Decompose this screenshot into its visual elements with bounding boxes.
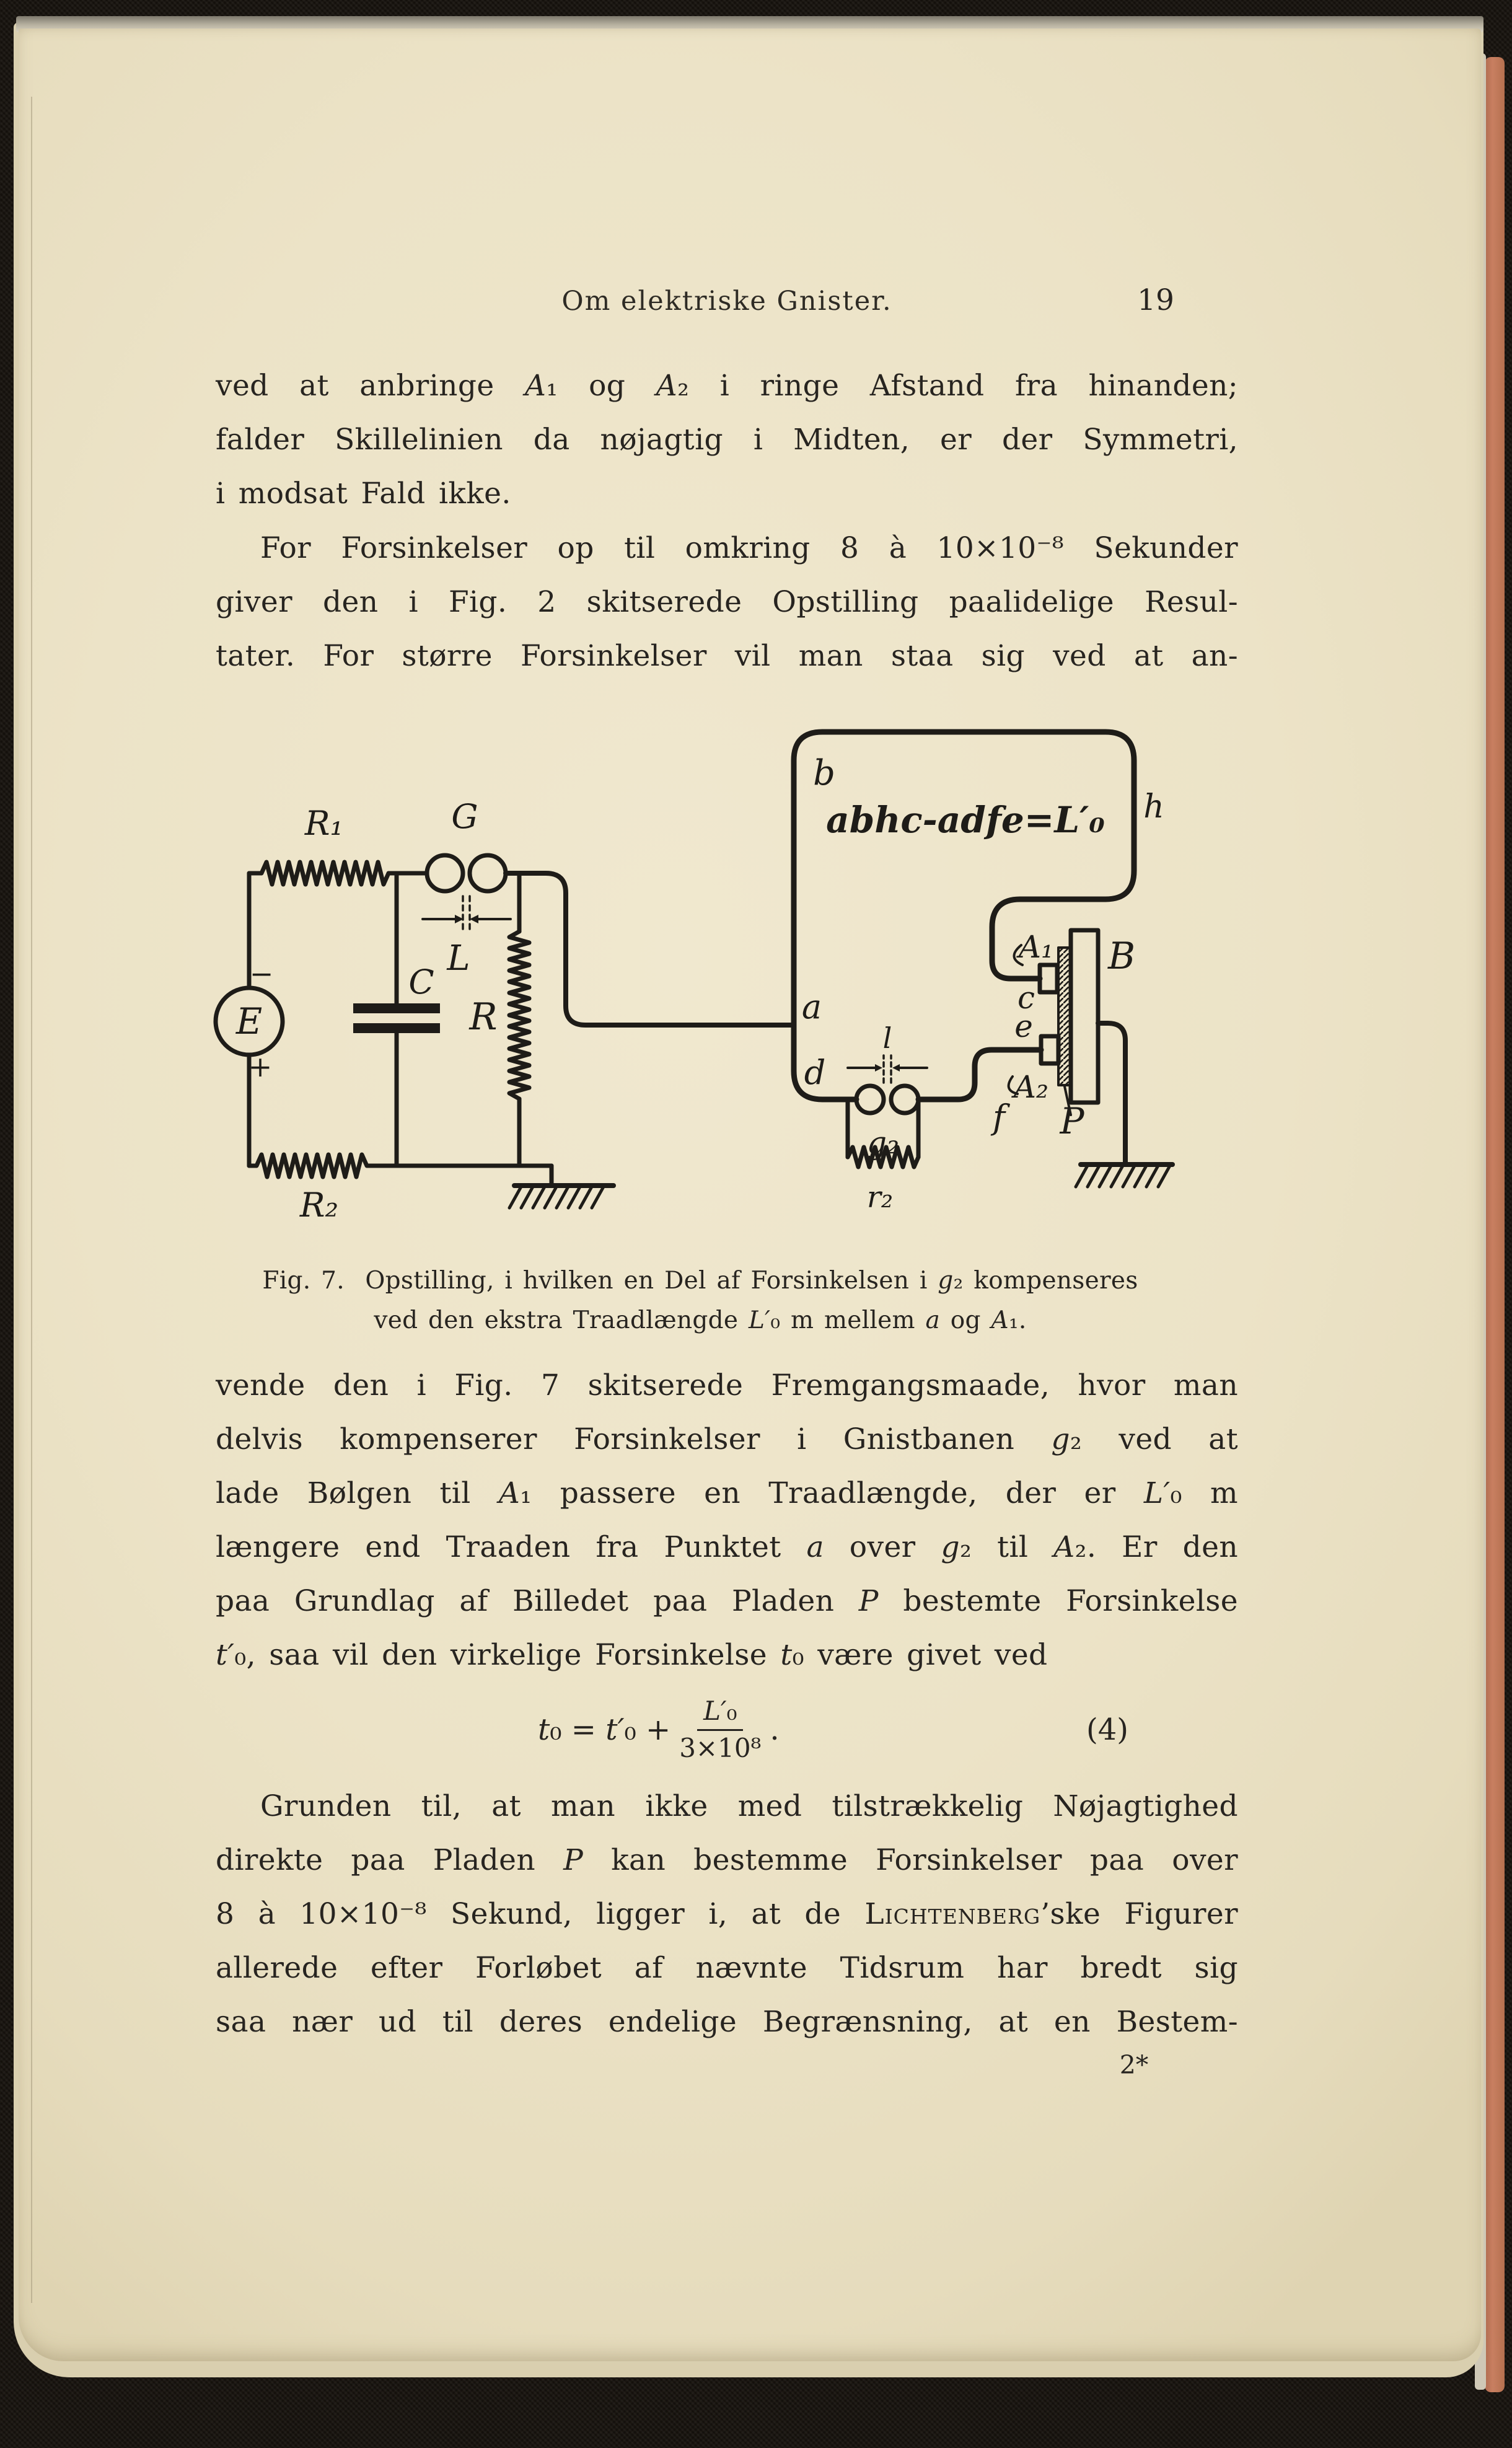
- gap-width-dashes: [463, 896, 470, 930]
- figure-label-R: R: [469, 995, 498, 1039]
- text-line: Grunden til, at man ikke med tilstrækkelig Nøjagtighed: [260, 1789, 1238, 1823]
- gap-arrowhead-right: [470, 915, 478, 923]
- figure-label-l: l: [882, 1021, 892, 1055]
- text-line: ved at anbringe A₁ og A₂ i ringe Afstand fra hinanden;: [216, 369, 1238, 403]
- capacitor-plate-top: [353, 1003, 440, 1013]
- paragraph-1: [216, 359, 1238, 521]
- gap-arrowhead-right-g2: [892, 1064, 900, 1072]
- figure-label-a: a: [801, 987, 822, 1026]
- book-page: [19, 29, 1481, 2361]
- figure-label-h: h: [1143, 788, 1164, 826]
- figure-label-e: e: [1014, 1008, 1033, 1044]
- figure-label-P: P: [1060, 1100, 1084, 1142]
- text-line: For Forsinkelser op til omkring 8 à 10×10⁻⁸ Sekunder: [260, 531, 1238, 565]
- paragraph-3: [216, 1358, 1238, 1682]
- figure-label-R2: R₂: [299, 1186, 339, 1225]
- figure-wire-length-formula: abhc-adfe=L′₀: [826, 799, 1105, 841]
- text-line: paa Grundlag af Billedet paa Pladen P bestemte Forsinkelse: [216, 1584, 1238, 1618]
- figure-7-circuit-diagram: [204, 713, 1190, 1240]
- figure-label-L: L: [447, 938, 470, 979]
- text-line: saa nær ud til deres endelige Begrænsning, at en Bestem-: [216, 2005, 1238, 2039]
- resistor-R1: [249, 862, 427, 884]
- wire-loop: [794, 732, 1134, 1099]
- connecting-wire: [506, 873, 794, 1025]
- spark-gap-G-ball-right: [470, 855, 506, 891]
- page-number: 19: [1137, 283, 1174, 317]
- circuit-diagram-svg: [204, 713, 1190, 1240]
- resistor-R: [509, 931, 529, 1099]
- gap-width-dashes-g2: [884, 1055, 891, 1083]
- text-line: tater. For større Forsinkelser vil man staa sig ved at an-: [216, 639, 1238, 673]
- equation-4: [216, 1677, 1238, 1782]
- spark-gap-g2-ball-right: [891, 1086, 918, 1113]
- ground-hatching-right: [1076, 1165, 1171, 1187]
- text-line: allerede efter Forløbet af nævnte Tidsrum har bredt sig: [216, 1951, 1238, 1985]
- spark-gap-g2-ball-left: [856, 1086, 884, 1113]
- figure-label-A2: A₂: [1013, 1069, 1049, 1105]
- figure-label-minus: −: [249, 957, 274, 990]
- text-line: t′₀, saa vil den virkelige Forsinkelse t₀ være givet ved: [216, 1638, 1048, 1672]
- equation-fraction: [679, 1696, 761, 1763]
- figure-caption-line: Fig. 7. Opstilling, i hvilken en Del af Forsinkelsen i g₂ kompenseres: [262, 1267, 1138, 1295]
- figure-caption-line: ved den ekstra Traadlængde L′₀ m mellem a og A₁.: [374, 1306, 1027, 1334]
- figure-label-c: c: [1017, 980, 1035, 1016]
- capacitor-plate-bottom: [353, 1023, 440, 1033]
- figure-label-E: E: [235, 1000, 263, 1042]
- text-line: længere end Traaden fra Punktet a over g₂ til A₂. Er den: [216, 1530, 1238, 1564]
- resistor-R2: [249, 1155, 552, 1177]
- page-crease-line: [31, 97, 32, 2303]
- figure-label-plus: +: [248, 1050, 273, 1083]
- equation-number: (4): [1086, 1712, 1128, 1747]
- figure-label-G: G: [451, 797, 478, 836]
- figure-label-f: f: [993, 1098, 1005, 1137]
- figure-caption: [223, 1261, 1177, 1341]
- paragraph-2: [216, 521, 1238, 683]
- figure-label-r2: r₂: [866, 1180, 894, 1215]
- text-line: delvis kompenserer Forsinkelser i Gnistbanen g₂ ved at: [216, 1422, 1238, 1456]
- text-line: 8 à 10×10⁻⁸ Sekund, ligger i, at de Lichtenberg’ske Figurer: [216, 1897, 1239, 1931]
- text-line: lade Bølgen til A₁ passere en Traadlængde, der er L′₀ m: [216, 1476, 1238, 1510]
- text-line: direkte paa Pladen P kan bestemme Forsinkelser paa over: [216, 1843, 1238, 1877]
- text-line: i modsat Fald ikke.: [216, 477, 511, 511]
- fraction-numerator: L′₀: [697, 1696, 743, 1730]
- figure-label-R1: R₁: [304, 804, 344, 843]
- running-title: Om elektriske Gnister.: [561, 286, 892, 317]
- figure-label-d: d: [804, 1053, 826, 1092]
- signature-mark: 2*: [1119, 2050, 1149, 2080]
- book-cover-edge: [1485, 57, 1505, 2392]
- figure-label-B: B: [1107, 935, 1136, 978]
- figure-label-C: C: [408, 962, 434, 1002]
- plate-B: [1071, 930, 1098, 1103]
- text-line: giver den i Fig. 2 skitserede Opstilling paalidelige Resul-: [216, 585, 1238, 619]
- equation-period: .: [770, 1712, 780, 1747]
- paragraph-4: [216, 1779, 1238, 2049]
- fraction-denominator: 3×10⁸: [679, 1732, 762, 1763]
- figure-label-b: b: [813, 753, 835, 793]
- figure-label-g2: g₂: [866, 1125, 900, 1161]
- equation-expression: [538, 1677, 780, 1782]
- ground-hatching-left: [509, 1186, 604, 1208]
- equation-lhs: t₀ = t′₀ +: [538, 1712, 671, 1747]
- gap-arrowhead-left-g2: [875, 1064, 882, 1072]
- spark-gap-G-ball-left: [427, 855, 463, 891]
- wire-B-to-ground: [1098, 1023, 1125, 1165]
- text-line: falder Skillelinien da nøjagtig i Midten, er der Symmetri,: [216, 423, 1238, 457]
- figure-label-A1: A₁: [1018, 929, 1054, 965]
- text-line: vende den i Fig. 7 skitserede Fremgangsmaade, hvor man: [216, 1368, 1238, 1402]
